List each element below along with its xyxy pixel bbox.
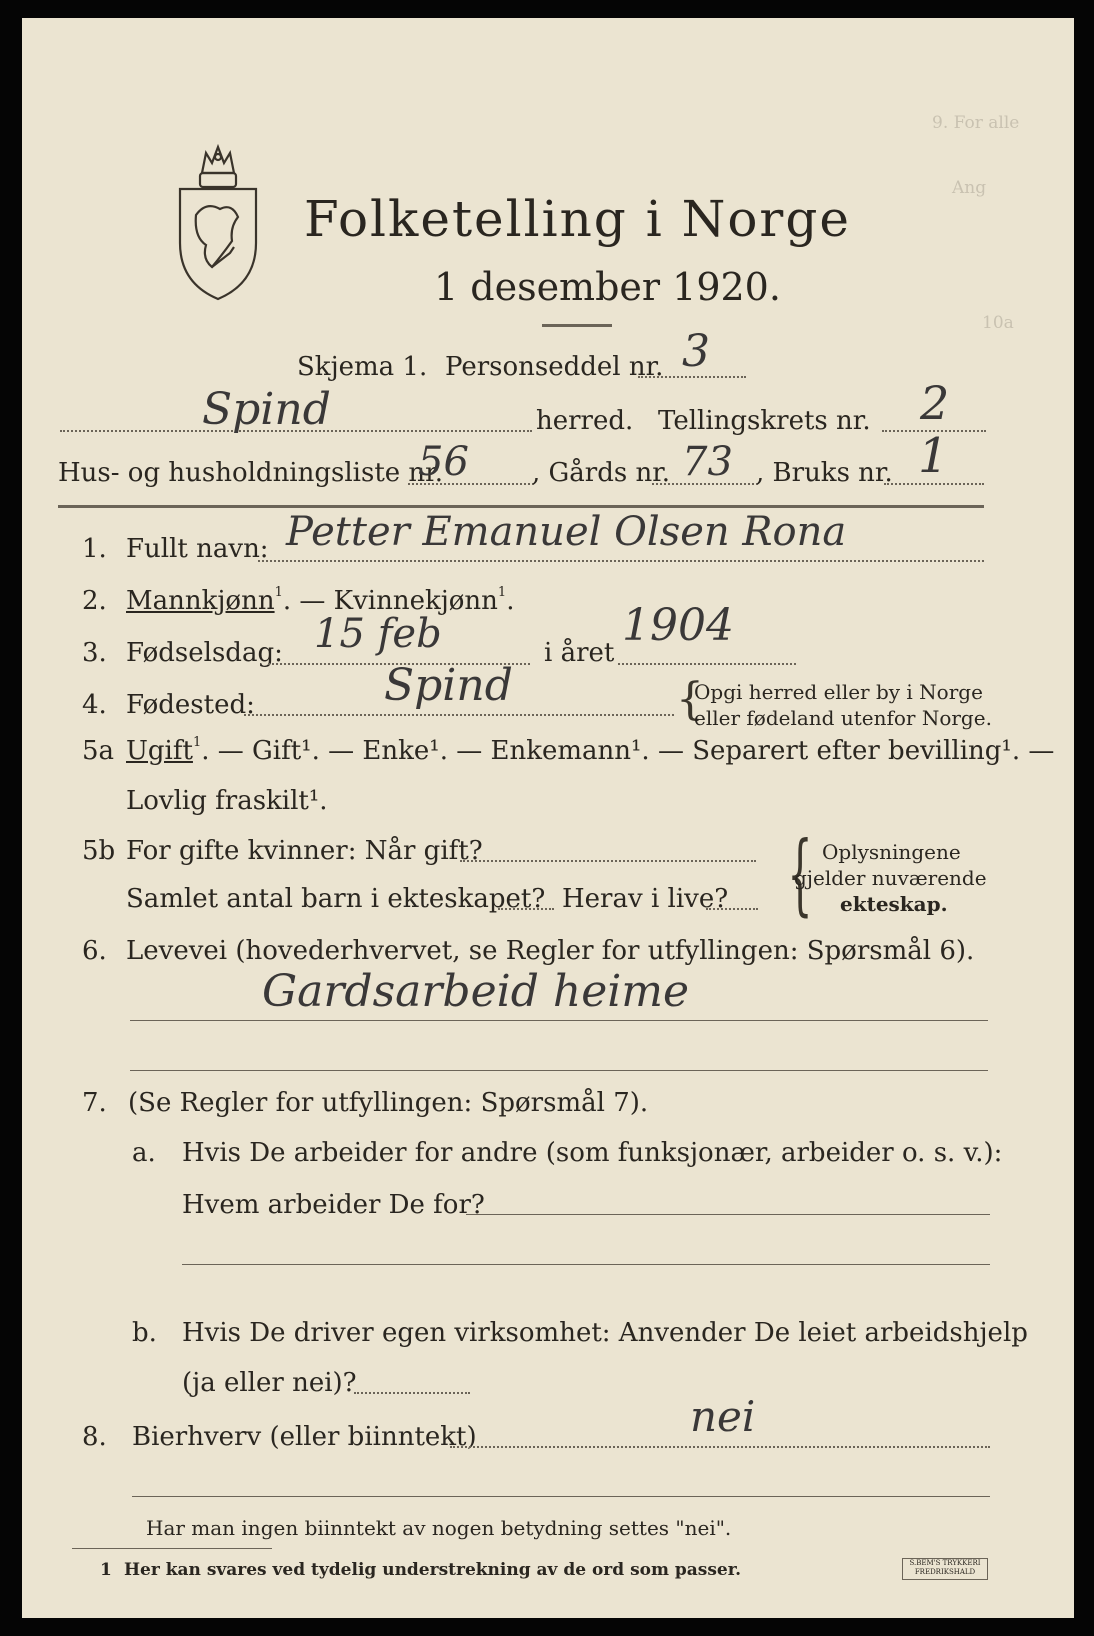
q6-occupation-value: Gardsarbeid heime — [262, 966, 690, 1017]
husholdningsliste-value: 56 — [418, 439, 469, 485]
bleed-through-text: Ang — [952, 178, 987, 198]
q5b-alive-label: Herav i live? — [562, 884, 729, 914]
q3-label: Fødselsdag: — [126, 638, 283, 668]
q5a-options: Ugift$^1$. — Gift¹. — Enke¹. — Enkemann¹. — Separert efter bevilling¹. — — [126, 735, 1055, 766]
q5a-ugift-option: Ugift — [126, 736, 193, 766]
q1-full-name-value: Petter Emanuel Olsen Rona — [286, 509, 847, 555]
q5b-brace: { — [787, 822, 813, 925]
biinntekt-note: Har man ingen biinntekt av nogen betydning settes "nei". — [146, 1516, 732, 1540]
census-date: 1 desember 1920. — [434, 265, 781, 309]
bruks-value: 1 — [918, 428, 949, 484]
q4-label: Fødested: — [126, 690, 255, 720]
q7a-answer-line — [466, 1214, 990, 1215]
q5b-children-line — [498, 908, 554, 910]
q3-year-value: 1904 — [622, 600, 734, 651]
q7a-number: a. — [132, 1138, 156, 1168]
q5a-lovlig-fraskilt: Lovlig fraskilt¹. — [126, 786, 328, 816]
printer-mark — [902, 1558, 988, 1580]
bleed-through-text: 9. For alle — [932, 113, 1020, 133]
q5b-alive-line — [706, 908, 758, 910]
q6-line1 — [130, 1020, 988, 1021]
herred-value: Spind — [202, 384, 331, 435]
q7b-answer-line — [354, 1392, 470, 1394]
header-divider — [58, 505, 984, 508]
q2-gender-options: Mannkjønn$^1$. — Kvinnekjønn$^1$. — [126, 585, 515, 616]
husholdningsliste-label: Hus- og husholdningsliste nr. — [58, 458, 444, 488]
q6-label: Levevei (hovederhvervet, se Regler for utfyllingen: Spørsmål 6). — [126, 936, 975, 966]
q4-note-line1: Opgi herred eller by i Norge — [694, 680, 983, 704]
q5a-number: 5a — [82, 736, 115, 766]
q4-birthplace-value: Spind — [384, 660, 513, 711]
q1-number: 1. — [82, 534, 107, 564]
footnote-mark: 1 — [100, 1560, 112, 1580]
q7b-line2: (ja eller nei)? — [182, 1368, 357, 1398]
personseddel-value: 3 — [682, 326, 710, 377]
q1-label: Fullt navn: — [126, 534, 269, 564]
q8-number: 8. — [82, 1422, 107, 1452]
norway-coat-of-arms-icon — [172, 143, 264, 301]
herred-label: herred. — [536, 406, 634, 436]
q2-number: 2. — [82, 586, 107, 616]
q6-line2 — [130, 1070, 988, 1071]
q8-value: nei — [690, 1392, 756, 1441]
form-title: Folketelling i Norge — [304, 190, 851, 248]
q4-note-line2: eller fødeland utenfor Norge. — [694, 706, 992, 730]
q7b-number: b. — [132, 1318, 157, 1348]
q5b-number: 5b — [82, 836, 116, 866]
q2-female-option: Kvinnekjønn — [333, 586, 498, 616]
q5b-note-line3: ekteskap. — [840, 892, 948, 916]
bleed-through-text: 10a — [982, 313, 1014, 333]
q6-number: 6. — [82, 936, 107, 966]
skjema-label: Skjema 1. — [297, 352, 428, 382]
q5a-other-options: . — Gift¹. — Enke¹. — Enkemann¹. — Separert efter bevilling¹. — — [201, 736, 1055, 766]
q8-answer-line — [450, 1446, 990, 1448]
q8-label: Bierhverv (eller biinntekt) — [132, 1422, 477, 1452]
q5b-line1: For gifte kvinner: Når gift? — [126, 836, 483, 866]
title-divider — [542, 324, 612, 327]
q7b-line1: Hvis De driver egen virksomhet: Anvender De leiet arbeidshjelp — [182, 1318, 1028, 1348]
q5b-children-label: Samlet antal barn i ekteskapet? — [126, 884, 546, 914]
q7-label: (Se Regler for utfyllingen: Spørsmål 7). — [128, 1088, 649, 1118]
q2-male-option: Mannkjønn — [126, 586, 275, 616]
gards-value: 73 — [682, 439, 733, 485]
q3-number: 3. — [82, 638, 107, 668]
q4-number: 4. — [82, 690, 107, 720]
gards-label: , Gårds nr. — [532, 458, 671, 488]
tellingskrets-label: Tellingskrets nr. — [658, 406, 871, 436]
q7-number: 7. — [82, 1088, 107, 1118]
bruks-label: , Bruks nr. — [756, 458, 893, 488]
personseddel-label: Personseddel nr. — [445, 352, 664, 382]
q3-year-label: i året — [544, 638, 615, 668]
q7a-line2: Hvem arbeider De for? — [182, 1190, 485, 1220]
q3-birthdate-value: 15 feb — [314, 611, 442, 657]
q7a-answer-line2 — [182, 1264, 990, 1265]
q5b-married-line — [460, 860, 756, 862]
footnote-divider — [72, 1548, 272, 1549]
q1-line — [258, 560, 984, 562]
footnote-text: Her kan svares ved tydelig understrekning av de ord som passer. — [124, 1560, 742, 1580]
q3-year-line — [618, 663, 796, 665]
q2-separator: . — — [282, 586, 334, 616]
printer-mark-text: S.BEM'S TRYKKERI FREDRIKSHALD — [909, 1559, 981, 1576]
census-form-sheet — [22, 18, 1074, 1618]
q7a-line1: Hvis De arbeider for andre (som funksjonær, arbeider o. s. v.): — [182, 1138, 1003, 1168]
q5b-note-line2: gjelder nuværende — [794, 866, 987, 890]
q8-line2 — [132, 1496, 990, 1497]
q2-end: . — [506, 586, 515, 616]
q5b-note-line1: Oplysningene — [822, 840, 961, 864]
q4-line — [244, 714, 674, 716]
tellingskrets-value: 2 — [920, 376, 950, 430]
q4-brace: { — [676, 674, 704, 725]
